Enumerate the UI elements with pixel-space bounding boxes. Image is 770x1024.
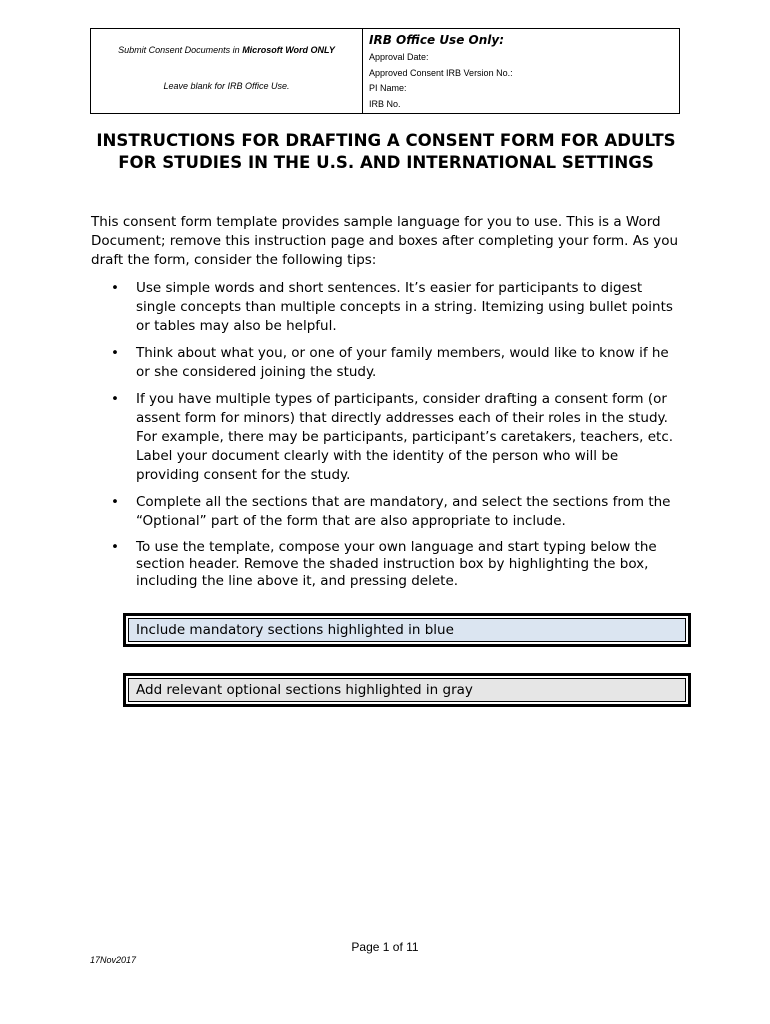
title-line-1: INSTRUCTIONS FOR DRAFTING A CONSENT FORM FOR ADULTS bbox=[96, 131, 676, 150]
submit-instruction: Submit Consent Documents in Microsoft Word ONLY bbox=[118, 45, 335, 55]
pi-name-field: PI Name: bbox=[369, 83, 407, 93]
tip-text: Use simple words and short sentences. It’s easier for participants to digest single concepts than multiple concepts in a string. Itemizing using bullet points or tables may also be helpful. bbox=[136, 280, 673, 334]
optional-sections-box bbox=[123, 673, 691, 707]
submit-format: Microsoft Word ONLY bbox=[242, 45, 335, 55]
irb-number-field: IRB No. bbox=[369, 98, 401, 109]
revision-date: 17Nov2017 bbox=[90, 955, 137, 965]
bullet-icon: • bbox=[111, 391, 119, 407]
list-item bbox=[91, 493, 683, 531]
list-item bbox=[91, 344, 683, 382]
approval-date-field: Approval Date: bbox=[369, 52, 429, 62]
title-line-2: FOR STUDIES IN THE U.S. AND INTERNATIONAL SETTINGS bbox=[118, 153, 654, 172]
irb-header-table bbox=[90, 28, 680, 114]
tip-text: If you have multiple types of participants, consider drafting a consent form (or assent form for minors) that directly addresses each of their roles in the study. For example, there may be participants, participant’s caretakers, teachers, etc. Label your document clearly with the identity of the person who will be providing consent for the study. bbox=[136, 391, 674, 483]
optional-sections-label: Add relevant optional sections highlighted in gray bbox=[128, 678, 686, 702]
intro-paragraph: This consent form template provides sample language for you to use. This is a Word Document; remove this instruction page and boxes after completing your form. As you draft the form, consider the following tips: bbox=[91, 214, 679, 268]
bullet-icon: • bbox=[111, 539, 119, 555]
document-title bbox=[90, 130, 682, 174]
mandatory-sections-box bbox=[123, 613, 691, 647]
bullet-icon: • bbox=[111, 494, 119, 510]
submission-note-cell bbox=[91, 29, 363, 113]
list-item bbox=[91, 539, 683, 590]
tips-list bbox=[91, 279, 683, 598]
consent-version-field: Approved Consent IRB Version No.: bbox=[369, 67, 513, 78]
list-item bbox=[91, 279, 683, 336]
irb-office-cell bbox=[363, 29, 679, 113]
page-number: Page 1 of 11 bbox=[351, 940, 419, 954]
bullet-icon: • bbox=[111, 280, 119, 296]
list-item bbox=[91, 390, 683, 485]
bullet-icon: • bbox=[111, 345, 119, 361]
irb-office-title: IRB Office Use Only: bbox=[369, 33, 504, 47]
leave-blank-note: Leave blank for IRB Office Use. bbox=[163, 81, 290, 91]
mandatory-sections-label: Include mandatory sections highlighted in blue bbox=[128, 618, 686, 642]
tip-text: Think about what you, or one of your family members, would like to know if he or she considered joining the study. bbox=[136, 345, 669, 380]
tip-text: To use the template, compose your own language and start typing below the section header. Remove the shaded instruction box by highlighting the box, including the line above it, and pressing delete. bbox=[136, 539, 657, 589]
tip-text: Complete all the sections that are mandatory, and select the sections from the “Optional” part of the form that are also appropriate to include. bbox=[136, 494, 671, 529]
